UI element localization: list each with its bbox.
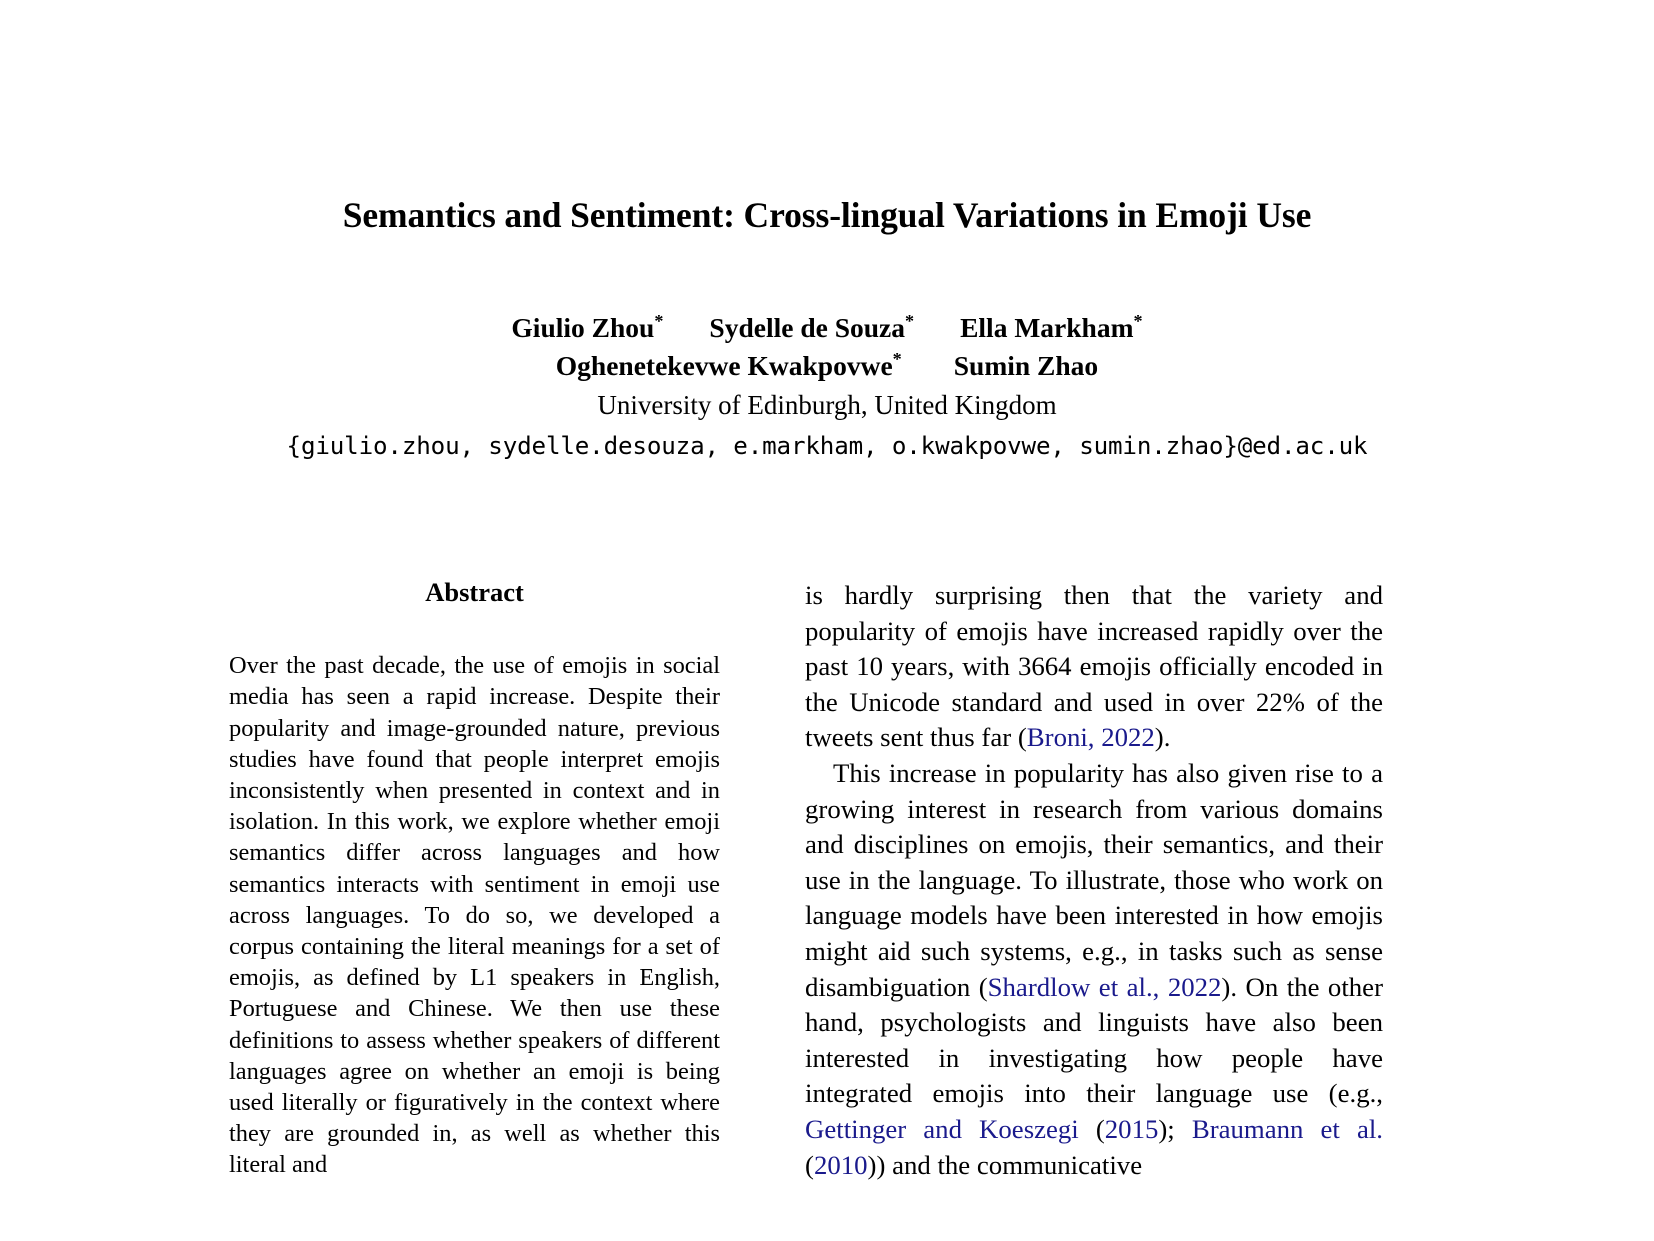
affiliation: University of Edinburgh, United Kingdom — [597, 389, 1057, 420]
citation-broni-2022[interactable]: Broni, 2022 — [1026, 722, 1155, 753]
page-title: Semantics and Sentiment: Cross-lingual Variations in Emoji Use — [342, 195, 1312, 235]
author-name-sydelle-de-souza: Sydelle de Souza — [709, 312, 905, 343]
title-block — [0, 196, 1654, 236]
citation-braumann-et-al-year[interactable]: 2010 — [813, 1149, 868, 1180]
author-name-sumin-zhao: Sumin Zhao — [953, 349, 1099, 381]
intro-p2-seg-1: This increase in popularity has also given rise to a growing interest in research from various domains and disciplines on emojis, their semantics, and their use in the language. To illustrate, those who work on language models have been interested in how emojis might aid such systems, e.g., in tasks such as sense disambiguation ( — [805, 757, 1383, 1002]
intro-p2-seg-4: ); — [1158, 1113, 1192, 1144]
right-column — [805, 578, 1383, 1183]
abstract-text: Over the past decade, the use of emojis in social media has seen a rapid increase. Despite their popularity and image-grounded nature, previous studies have found that people interpret emojis inconsistently when presented in context and in isolation. In this work, we explore whether emoji semantics differ across languages and how semantics interacts with sentiment in emoji use across languages. To do so, we developed a corpus containing the literal meanings for a set of emojis, as defined by L1 speakers in English, Portuguese and Chinese. We then use these definitions to assess whether speakers of different languages agree on whether an emoji is being used literally or figuratively in the context where they are grounded in, as well as whether this literal and — [229, 652, 720, 1179]
author-emails: {giulio.zhou, sydelle.desouza, e.markham, o.kwakpovwe, sumin.zhao}@ed.ac.uk — [286, 432, 1368, 461]
citation-gettinger-koeszegi-year[interactable]: 2015 — [1104, 1113, 1159, 1144]
citation-gettinger-koeszegi[interactable]: Gettinger and Koeszegi — [805, 1113, 1079, 1144]
abstract-heading: Abstract — [425, 578, 524, 607]
author-footnote-marker-1: * — [654, 310, 664, 331]
author-name-oghenetekevwe-kwakpovwe: Oghenetekevwe Kwakpovwe — [555, 349, 893, 381]
citation-shardlow-et-al-2022[interactable]: Shardlow et al., 2022 — [987, 971, 1222, 1002]
author-row-2 — [0, 347, 1654, 385]
intro-p1-text-pre: is hardly surprising then that the variety and popularity of emojis have increased rapidly over the past 10 years, with 3664 emojis officially encoded in the Unicode standard and used in over 22% of the tweets sent thus far ( — [805, 580, 1383, 753]
intro-p2-seg-6: )) and the communicative — [867, 1149, 1143, 1180]
author-footnote-marker-2: * — [905, 310, 915, 331]
author-footnote-marker-3: * — [1133, 310, 1143, 331]
intro-paragraph-1 — [805, 578, 1383, 756]
left-column — [229, 578, 720, 1181]
citation-braumann-et-al[interactable]: Braumann et al. — [1191, 1113, 1383, 1144]
author-name-giulio-zhou: Giulio Zhou — [511, 312, 655, 343]
intro-p2-seg-2: ). On the other hand, psychologists and linguists have also been interested in investigating how people have integrated emojis into their language use (e.g., — [805, 971, 1383, 1109]
author-name-ella-markham: Ella Markham — [960, 312, 1134, 343]
intro-paragraph-2 — [805, 756, 1383, 1183]
author-footnote-marker-4: * — [892, 348, 902, 369]
intro-p2-seg-3: ( — [1078, 1113, 1105, 1144]
author-block — [0, 309, 1654, 463]
author-row-1 — [0, 309, 1654, 347]
intro-p2-seg-5: ( — [805, 1149, 814, 1180]
intro-p1-text-post: ). — [1154, 722, 1171, 753]
